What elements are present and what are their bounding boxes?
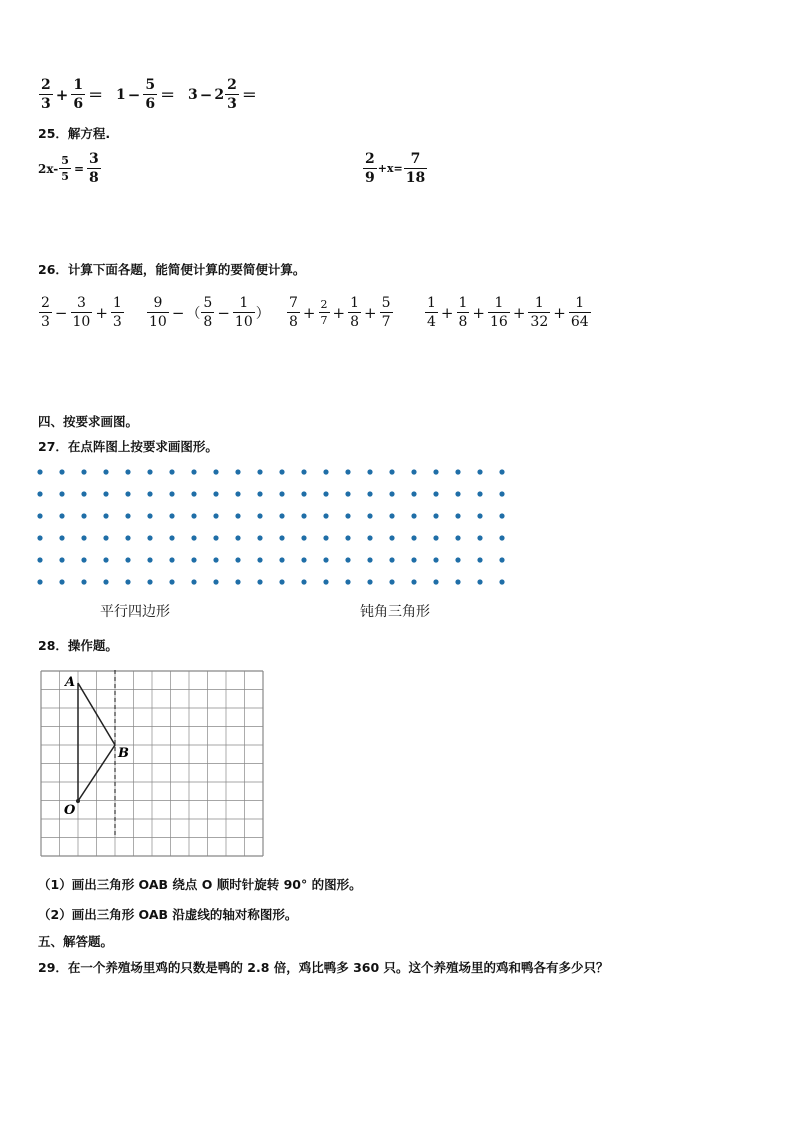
grid-dot[interactable] [433,513,438,518]
grid-dot[interactable] [125,491,130,496]
grid-dot[interactable] [213,579,218,584]
grid-dot[interactable] [411,491,416,496]
grid-dot[interactable] [37,513,42,518]
equation-2: $\frac{2}{9}$ +x= $\frac{7}{18}$ [365,151,426,186]
grid-dot[interactable] [103,579,108,584]
grid-dot[interactable] [81,579,86,584]
grid-dot[interactable] [147,535,152,540]
grid-dot[interactable] [389,491,394,496]
grid-dot[interactable] [257,491,262,496]
header-expression-3: 3 − 2 $\frac{2}{3}$ ＝ [188,77,257,112]
grid-dot[interactable] [345,579,350,584]
fraction: $\frac{2}{3}$ [227,77,237,112]
grid-dot[interactable] [433,535,438,540]
fraction: $\frac{2}{9}$ [365,151,375,186]
grid-dot[interactable] [257,557,262,562]
grid-dot[interactable] [257,579,262,584]
grid-dot[interactable] [191,557,196,562]
grid-dot[interactable] [81,557,86,562]
grid-dot[interactable] [499,469,504,474]
fraction: $\frac{5}{6}$ [145,77,156,112]
grid-dot[interactable] [125,513,130,518]
grid-dot[interactable] [499,579,504,584]
grid-dot[interactable] [81,513,86,518]
grid-dot[interactable] [257,513,262,518]
grid-dot[interactable] [257,535,262,540]
label-a: A [65,675,76,690]
grid-dot[interactable] [455,535,460,540]
fraction: $\frac{3}{8}$ [89,151,99,186]
grid-dot[interactable] [59,557,64,562]
question-29-title: 29．在一个养殖场里鸡的只数是鸭的 2.8 倍，鸡比鸭多 360 只。这个养殖场里的鸡和鸭各有多少只？ [38,960,609,975]
grid-dot[interactable] [389,469,394,474]
grid-dot[interactable] [455,557,460,562]
grid-dot[interactable] [147,491,152,496]
grid-dot[interactable] [477,557,482,562]
grid-dot[interactable] [323,557,328,562]
point-o-dot [76,799,80,803]
grid-dot[interactable] [59,579,64,584]
grid-dot[interactable] [345,491,350,496]
label-b: B [118,746,129,761]
grid-dot[interactable] [323,535,328,540]
grid-dot[interactable] [125,535,130,540]
label-parallelogram: 平行四边形 [100,604,170,620]
grid-dot[interactable] [81,535,86,540]
grid-dot[interactable] [411,513,416,518]
grid-dot[interactable] [411,535,416,540]
grid-dot[interactable] [125,557,130,562]
grid-dot[interactable] [433,579,438,584]
section-4-title: 四、按要求画图。 [38,414,139,429]
grid-dot[interactable] [59,469,64,474]
grid-dot[interactable] [279,557,284,562]
grid-dot[interactable] [191,579,196,584]
grid-dot[interactable] [367,579,372,584]
equation-1: 2x- $\frac{5}{5}$ = $\frac{3}{8}$ [38,151,99,186]
grid-dot[interactable] [147,579,152,584]
grid-dot[interactable] [411,469,416,474]
grid-dot[interactable] [389,579,394,584]
grid-dot[interactable] [367,513,372,518]
grid-dot[interactable] [169,513,174,518]
grid-dot[interactable] [477,491,482,496]
grid-dot[interactable] [455,513,460,518]
grid-dot[interactable] [477,535,482,540]
grid-dot[interactable] [125,469,130,474]
grid-dot[interactable] [147,513,152,518]
question-28-title: 28．操作题。 [38,638,118,653]
grid-dot[interactable] [367,535,372,540]
grid-dot[interactable] [367,469,372,474]
grid-dot[interactable] [37,579,42,584]
grid-dot[interactable] [37,469,42,474]
grid-dot[interactable] [257,469,262,474]
q28-sub-question-2: （2）画出三角形 OAB 沿虚线的轴对称图形。 [38,907,298,922]
grid-dot[interactable] [455,579,460,584]
grid-dot[interactable] [213,491,218,496]
fraction: $\frac{2}{3}$ [41,77,51,112]
grid-dot[interactable] [301,491,306,496]
question-26-title: 26．计算下面各题，能简便计算的要简便计算。 [38,262,306,277]
grid-dot[interactable] [455,491,460,496]
header-expression-2: 1 − $\frac{5}{6}$ ＝ [116,77,176,112]
grid-dot[interactable] [433,557,438,562]
grid-dot[interactable] [81,491,86,496]
grid-dot[interactable] [301,557,306,562]
label-obtuse-triangle: 钝角三角形 [360,604,430,620]
grid-dot[interactable] [147,469,152,474]
grid-dot[interactable] [279,513,284,518]
grid-dot[interactable] [279,579,284,584]
grid-dot[interactable] [235,491,240,496]
question-27-title: 27．在点阵图上按要求画图形。 [38,439,218,454]
grid-dot[interactable] [301,535,306,540]
grid-dot[interactable] [499,535,504,540]
grid-dot[interactable] [125,579,130,584]
grid-dot[interactable] [235,579,240,584]
grid-dot[interactable] [455,469,460,474]
grid-dot[interactable] [59,513,64,518]
fraction: $\frac{5}{5}$ [61,154,69,183]
grid-dot[interactable] [59,535,64,540]
grid-dot[interactable] [279,491,284,496]
grid-dot[interactable] [81,469,86,474]
grid-dot[interactable] [279,469,284,474]
grid-dot[interactable] [213,469,218,474]
grid-dot[interactable] [191,513,196,518]
grid-dot[interactable] [191,535,196,540]
grid-dot[interactable] [345,513,350,518]
grid-dot[interactable] [389,557,394,562]
grid-dot[interactable] [279,535,284,540]
grid-dot[interactable] [235,557,240,562]
grid-dot[interactable] [103,513,108,518]
grid-dot[interactable] [301,579,306,584]
grid-dot[interactable] [411,579,416,584]
calc-expression-1: $\frac{2}{3}$ − $\frac{3}{10}$ + $\frac{1}{3}$ [41,295,122,330]
grid-dot[interactable] [235,535,240,540]
grid-dot[interactable] [213,513,218,518]
calc-expression-4: $\frac{1}{4}$ + $\frac{1}{8}$ + $\frac{1}{16}$ + $\frac{1}{32}$ + $\frac{1}{64}$ [427,295,589,330]
grid-dot[interactable] [37,535,42,540]
grid-dot[interactable] [169,557,174,562]
question-25-title: 25．解方程. [38,126,111,141]
grid-dot[interactable] [213,535,218,540]
grid-dot[interactable] [191,491,196,496]
grid-dot[interactable] [477,469,482,474]
grid-dot[interactable] [367,491,372,496]
calc-expression-3: $\frac{7}{8}$ + $\frac{2}{7}$ + $\frac{1}{8}$ + $\frac{5}{7}$ [289,295,391,330]
grid-dot[interactable] [103,535,108,540]
grid-dot[interactable] [169,579,174,584]
grid-dot[interactable] [213,557,218,562]
q28-sub-question-1: （1）画出三角形 OAB 绕点 O 顺时针旋转 90° 的图形。 [38,877,362,892]
grid-dot[interactable] [345,535,350,540]
calc-expression-2: $\frac{9}{10}$ − （ $\frac{5}{8}$ − $\frac{1}{10}$ ） [149,295,270,330]
grid-dot[interactable] [103,557,108,562]
grid-dot[interactable] [499,557,504,562]
grid-dot[interactable] [389,535,394,540]
grid-dot[interactable] [477,579,482,584]
square-grid-figure[interactable] [38,668,268,858]
grid-dot[interactable] [433,491,438,496]
grid-dot[interactable] [147,557,152,562]
grid-dot[interactable] [301,513,306,518]
grid-dot[interactable] [345,557,350,562]
grid-dot[interactable] [323,513,328,518]
grid-dot[interactable] [433,469,438,474]
grid-dot[interactable] [411,557,416,562]
grid-dot[interactable] [169,469,174,474]
grid-dot[interactable] [191,469,196,474]
grid-dot[interactable] [37,491,42,496]
grid-dot[interactable] [235,513,240,518]
grid-dot[interactable] [367,557,372,562]
grid-dot[interactable] [477,513,482,518]
dot-grid[interactable] [30,462,520,592]
grid-dot[interactable] [169,535,174,540]
grid-dot[interactable] [235,469,240,474]
label-o: O [64,803,76,818]
grid-dot[interactable] [499,491,504,496]
grid-dot[interactable] [499,513,504,518]
grid-dot[interactable] [323,579,328,584]
header-expression-1: $\frac{2}{3}$ + $\frac{1}{6}$ ＝ [41,77,104,112]
fraction: $\frac{7}{18}$ [405,151,426,186]
section-5-title: 五、解答题。 [38,934,114,949]
grid-dot[interactable] [103,491,108,496]
grid-dot[interactable] [323,469,328,474]
fraction: $\frac{1}{6}$ [73,77,84,112]
grid-dot[interactable] [345,469,350,474]
grid-dot[interactable] [37,557,42,562]
grid-dot[interactable] [323,491,328,496]
grid-dot[interactable] [301,469,306,474]
grid-dot[interactable] [389,513,394,518]
grid-dot[interactable] [59,491,64,496]
grid-dot[interactable] [169,491,174,496]
grid-dot[interactable] [103,469,108,474]
